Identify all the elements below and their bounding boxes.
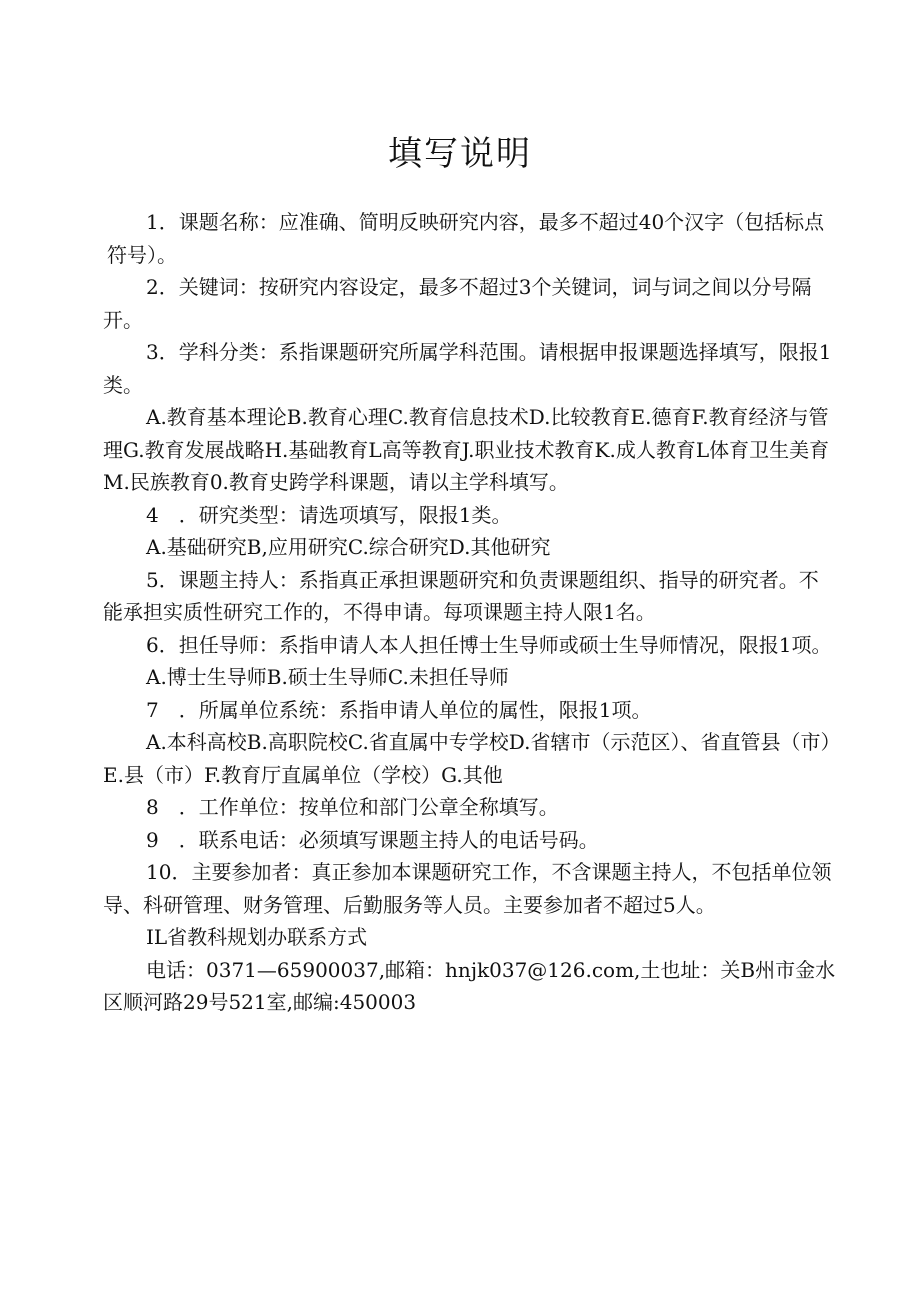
item-6-supervisor-rule: 6．担任导师：系指申请人本人担任博士生导师或硕士生导师情况，限报1项。: [146, 632, 832, 657]
document-title: 填写说明: [388, 134, 532, 174]
item-2-keywords-rule: 2．关键词：按研究内容设定，最多不超过3个关键词，词与词之间以分号隔开。: [103, 275, 812, 332]
item-9-phone-rule: 9 ．联系电话：必须填写课题主持人的电话号码。: [146, 827, 599, 852]
item-5-host-rule: 5．课题主持人：系指真正承担课题研究和负责课题组织、指导的研究者。不能承担实质性研究工作的，不得申请。每项课题主持人限1名。: [103, 567, 819, 624]
item-4-research-type-rule: 4 ．研究类型：请选项填写，限报1类。: [146, 502, 512, 527]
contact-heading: IL省教科规划办联系方式: [146, 925, 368, 949]
contact-details: 电话：0371—65900037,邮箱：hnjk037@126.com,土也址：关B州市金水区顺河路29号521室,邮编:450003: [103, 957, 836, 1014]
item-3-subject-options: A.教育基本理论B.教育心理C.教育信息技术D.比较教育E.德育F.教育经济与管理G.教育发展战略H.基础教育L高等教育J.职业技术教育K.成人教育L体育卫生美育M.民族教育0.教育史跨学科课题，请以主学科填写。: [103, 405, 830, 494]
item-10-participants-rule: 10．主要参加者：真正参加本课题研究工作，不含课题主持人，不包括单位领导、科研管理、财务管理、后勤服务等人员。主要参加者不超过5人。: [103, 860, 832, 917]
item-7-unit-system-options: A.本科高校B.高职院校C.省直属中专学校D.省辖市（示范区）、省直管县（市）E.县（市）F.教育厅直属单位（学校）G.其他: [103, 730, 831, 787]
item-8-work-unit-rule: 8 ．工作单位：按单位和部门公章全称填写。: [146, 795, 559, 819]
item-7-unit-system-rule: 7 ．所属单位系统：系指申请人单位的属性，限报1项。: [146, 697, 652, 722]
item-1-title-rule: 1．课题名称：应准确、简明反映研究内容，最多不超过40个汉字（包括标点符号）。: [107, 210, 825, 267]
item-6-supervisor-options: A.博士生导师B.硕士生导师C.未担任导师: [146, 665, 509, 689]
item-3-subject-rule: 3．学科分类：系指课题研究所属学科范围。请根据申报课题选择填写，限报1类。: [103, 340, 832, 397]
item-4-research-type-options: A.基础研究B,应用研究C.综合研究D.其他研究: [146, 535, 551, 559]
instructions-body: [103, 206, 836, 1019]
